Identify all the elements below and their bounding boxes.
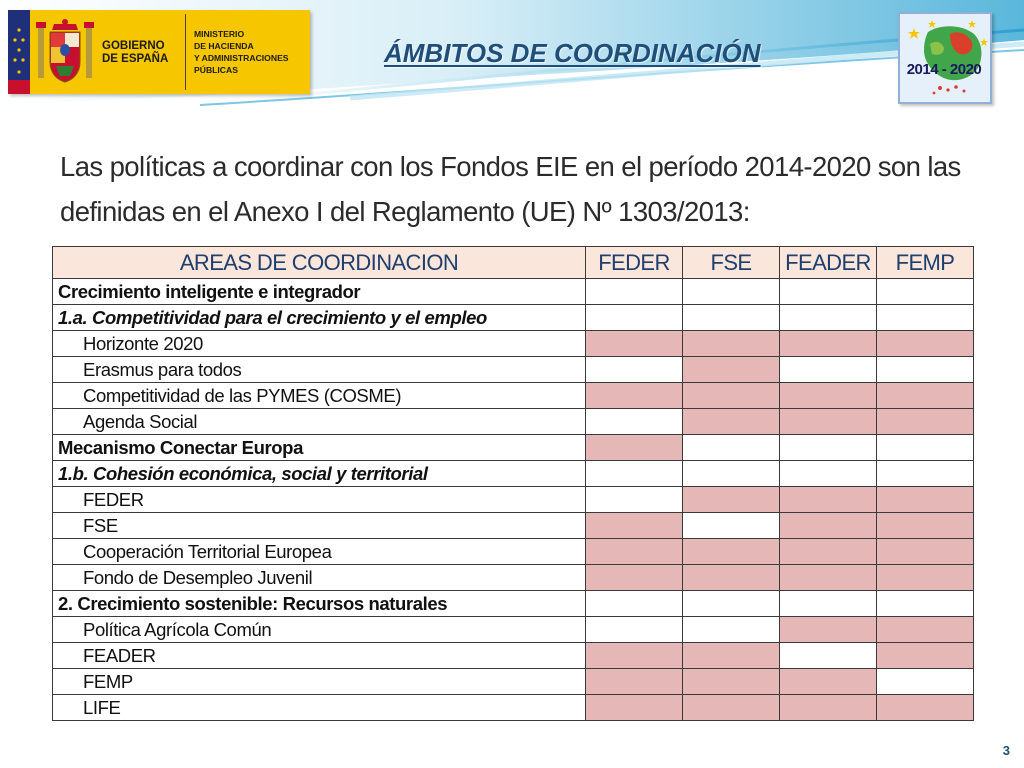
fund-cell-feder <box>586 383 683 409</box>
table-row <box>53 409 974 435</box>
fund-cell-fse <box>683 461 780 487</box>
fund-cell-feader <box>780 435 877 461</box>
fund-cell-feader <box>780 617 877 643</box>
fund-cell-feder <box>586 617 683 643</box>
fund-cell-femp <box>877 513 974 539</box>
fund-cell-fse <box>683 643 780 669</box>
fund-cell-femp <box>877 357 974 383</box>
spanish-coat-of-arms-icon <box>34 18 96 88</box>
badge-years-text: 2014 - 2020 <box>906 61 982 78</box>
fund-cell-feder <box>586 591 683 617</box>
area-label-cell: 1.b. Cohesión económica, social y territorial <box>53 461 586 487</box>
table-header-row <box>53 247 974 279</box>
fund-cell-feader <box>780 305 877 331</box>
fund-cell-feader <box>780 669 877 695</box>
fund-cell-feader <box>780 279 877 305</box>
fund-cell-femp <box>877 617 974 643</box>
fund-cell-feder <box>586 409 683 435</box>
eu-stars-spain-map-icon <box>900 14 990 102</box>
fund-cell-fse <box>683 435 780 461</box>
slide-title: ÁMBITOS DE COORDINACIÓN <box>384 38 761 68</box>
header-areas: AREAS DE COORDINACION <box>53 247 586 279</box>
fund-cell-feder <box>586 669 683 695</box>
fund-cell-feader <box>780 539 877 565</box>
fund-cell-feder <box>586 565 683 591</box>
fund-cell-feder <box>586 539 683 565</box>
area-label-cell: Fondo de Desempleo Juvenil <box>53 565 586 591</box>
fund-cell-feader <box>780 643 877 669</box>
fund-cell-femp <box>877 539 974 565</box>
fund-cell-feder <box>586 331 683 357</box>
header-femp: FEMP <box>877 247 974 279</box>
eu-2014-2020-badge <box>898 12 992 104</box>
fund-cell-femp <box>877 279 974 305</box>
fund-cell-femp <box>877 383 974 409</box>
fund-cell-fse <box>683 591 780 617</box>
page-number: 3 <box>1002 743 1010 758</box>
fund-cell-fse <box>683 305 780 331</box>
fund-cell-femp <box>877 695 974 721</box>
fund-cell-femp <box>877 487 974 513</box>
fund-cell-feader <box>780 383 877 409</box>
fund-cell-feader <box>780 409 877 435</box>
header-feader: FEADER <box>780 247 877 279</box>
fund-cell-fse <box>683 513 780 539</box>
logo-divider <box>185 14 186 90</box>
fund-cell-femp <box>877 331 974 357</box>
ministerio-text: MINISTERIO DE HACIENDA Y ADMINISTRACIONES PÚBLICAS <box>194 29 289 75</box>
fund-cell-fse <box>683 669 780 695</box>
fund-cell-femp <box>877 591 974 617</box>
area-label-cell: Competitividad de las PYMES (COSME) <box>53 383 586 409</box>
fund-cell-femp <box>877 435 974 461</box>
intro-paragraph: Las políticas a coordinar con los Fondos EIE en el período 2014-2020 son las definidas en el Anexo I del Reglamento (UE) Nº 1303/2013: <box>60 151 961 227</box>
table-row <box>53 513 974 539</box>
fund-cell-feder <box>586 357 683 383</box>
ministry-logo <box>8 10 310 94</box>
fund-cell-femp <box>877 669 974 695</box>
header-feder: FEDER <box>586 247 683 279</box>
table-body <box>53 279 974 721</box>
gobierno-de-espana-text: GOBIERNO DE ESPAÑA <box>102 40 169 65</box>
table-row <box>53 331 974 357</box>
fund-cell-feader <box>780 565 877 591</box>
header-fse: FSE <box>683 247 780 279</box>
fund-cell-feader <box>780 331 877 357</box>
area-label-cell: FEDER <box>53 487 586 513</box>
fund-cell-femp <box>877 565 974 591</box>
fund-cell-fse <box>683 695 780 721</box>
area-label-cell: Crecimiento inteligente e integrador <box>53 279 586 305</box>
table-row <box>53 591 974 617</box>
fund-cell-fse <box>683 383 780 409</box>
table-row <box>53 565 974 591</box>
table-row <box>53 357 974 383</box>
fund-cell-feder <box>586 487 683 513</box>
fund-cell-feader <box>780 695 877 721</box>
fund-cell-femp <box>877 461 974 487</box>
table-row <box>53 643 974 669</box>
coordination-table <box>52 246 974 721</box>
fund-cell-feader <box>780 357 877 383</box>
area-label-cell: 2. Crecimiento sostenible: Recursos naturales <box>53 591 586 617</box>
fund-cell-feader <box>780 487 877 513</box>
area-label-cell: FSE <box>53 513 586 539</box>
fund-cell-feader <box>780 461 877 487</box>
area-label-cell: Erasmus para todos <box>53 357 586 383</box>
table-row <box>53 383 974 409</box>
fund-cell-femp <box>877 643 974 669</box>
fund-cell-feder <box>586 435 683 461</box>
fund-cell-feder <box>586 695 683 721</box>
fund-cell-femp <box>877 409 974 435</box>
area-label-cell: Cooperación Territorial Europea <box>53 539 586 565</box>
area-label-cell: FEMP <box>53 669 586 695</box>
area-label-cell: LIFE <box>53 695 586 721</box>
fund-cell-feader <box>780 591 877 617</box>
table-row <box>53 461 974 487</box>
area-label-cell: Política Agrícola Común <box>53 617 586 643</box>
area-label-cell: 1.a. Competitividad para el crecimiento y el empleo <box>53 305 586 331</box>
fund-cell-femp <box>877 305 974 331</box>
fund-cell-feder <box>586 643 683 669</box>
fund-cell-fse <box>683 357 780 383</box>
fund-cell-fse <box>683 331 780 357</box>
fund-cell-feder <box>586 461 683 487</box>
table-row <box>53 487 974 513</box>
fund-cell-fse <box>683 565 780 591</box>
area-label-cell: Horizonte 2020 <box>53 331 586 357</box>
fund-cell-fse <box>683 279 780 305</box>
fund-cell-feder <box>586 513 683 539</box>
table-row <box>53 617 974 643</box>
fund-cell-feder <box>586 305 683 331</box>
fund-cell-fse <box>683 487 780 513</box>
area-label-cell: Mecanismo Conectar Europa <box>53 435 586 461</box>
fund-cell-fse <box>683 617 780 643</box>
eu-flag-stripe <box>8 10 30 94</box>
table-row <box>53 539 974 565</box>
table-row <box>53 435 974 461</box>
fund-cell-feder <box>586 279 683 305</box>
table-row <box>53 669 974 695</box>
table-row <box>53 279 974 305</box>
area-label-cell: Agenda Social <box>53 409 586 435</box>
fund-cell-feader <box>780 513 877 539</box>
table-row <box>53 305 974 331</box>
fund-cell-fse <box>683 409 780 435</box>
table-row <box>53 695 974 721</box>
fund-cell-fse <box>683 539 780 565</box>
area-label-cell: FEADER <box>53 643 586 669</box>
